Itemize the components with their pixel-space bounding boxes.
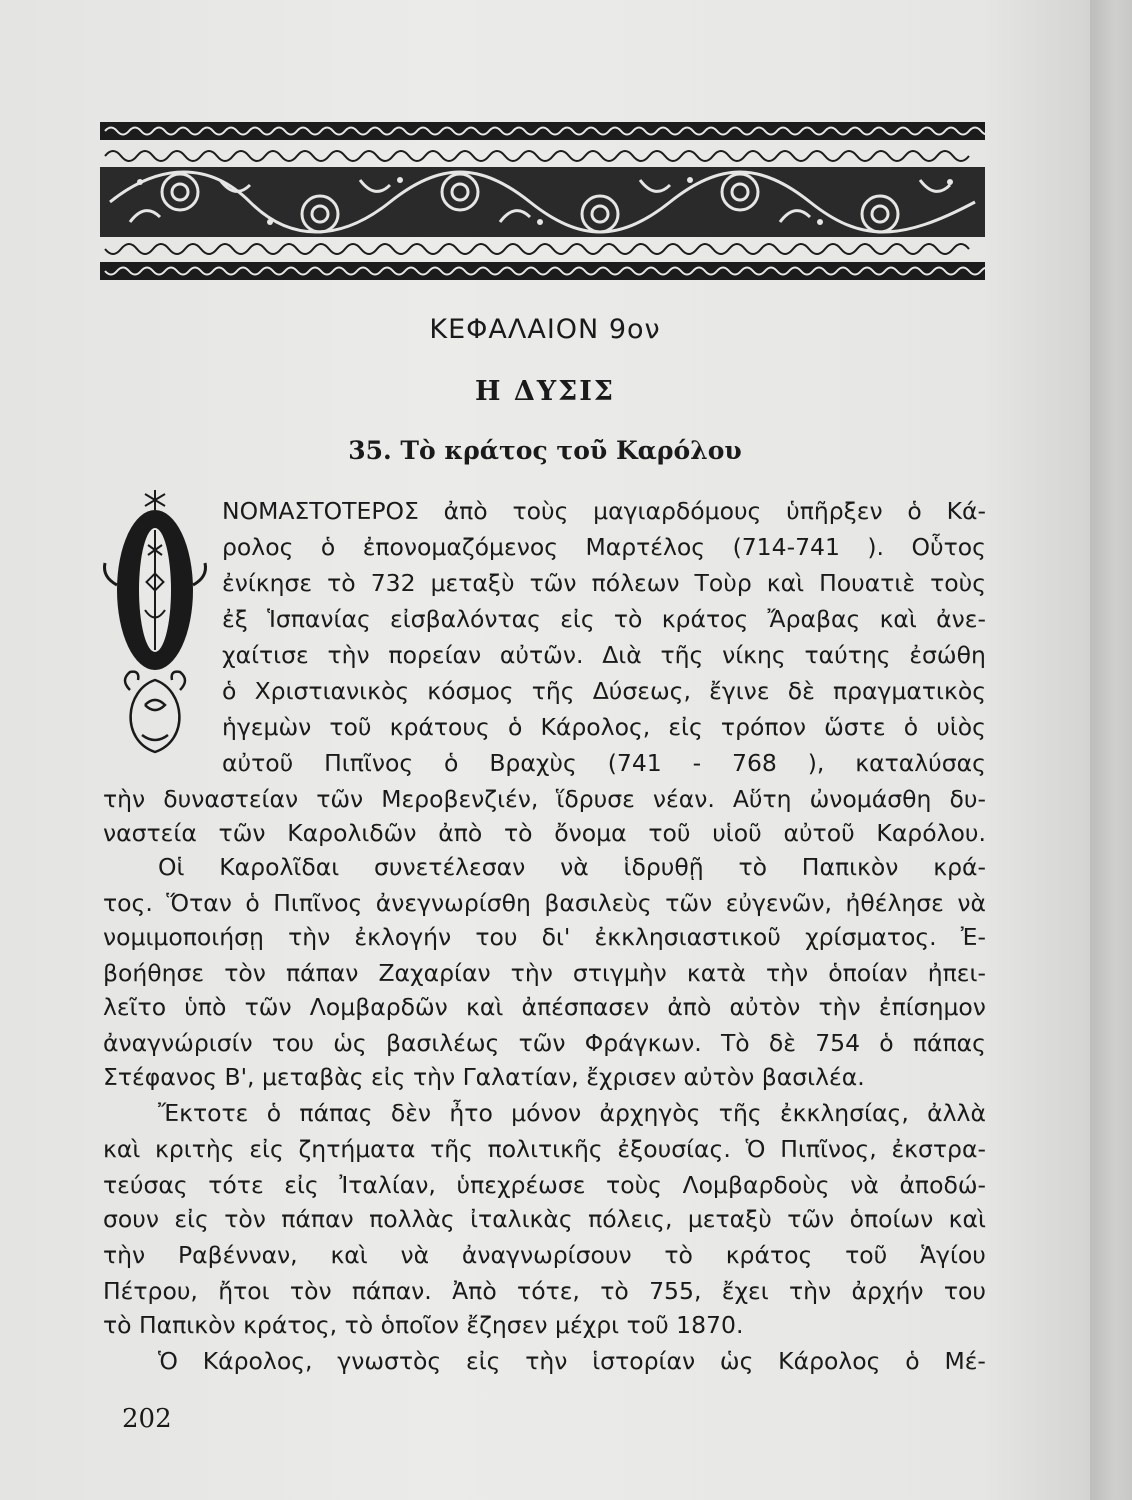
chapter-heading: ΚΕΦΑΛΑΙΟΝ 9ον xyxy=(429,314,661,345)
part-title: Η ΔΥΣΙΣ xyxy=(475,376,615,407)
text-line: ναστεία τῶν Καρολιδῶν ἀπὸ τὸ ὄνομα τοῦ υἱοῦ αὐτοῦ Καρόλου. xyxy=(103,819,986,847)
text-line: τὸ Παπικὸν κράτος, τὸ ὁποῖον ἔζησεν μέχρι τοῦ 1870. xyxy=(103,1311,744,1339)
text-line: τεύσας τότε εἰς Ἰταλίαν, ὑπεχρέωσε τοὺς Λομβαρδοὺς νὰ ἀποδώ- xyxy=(103,1171,986,1199)
text-line: βοήθησε τὸν πάπαν Ζαχαρίαν τὴν στιγμὴν κατὰ τὴν ὁποίαν ἠπει- xyxy=(103,959,986,987)
text-line: ἐξ Ἱσπανίας εἰσβαλόντας εἰς τὸ κράτος Ἄραβας καὶ ἀνε- xyxy=(222,605,986,633)
text-line: τος. Ὅταν ὁ Πιπῖνος ἀνεγνωρίσθη βασιλεὺς τῶν εὐγενῶν, ἠθέλησε νὰ xyxy=(103,889,986,917)
text-line: ὁ Χριστιανικὸς κόσμος τῆς Δύσεως, ἔγινε δὲ πραγματικὸς xyxy=(222,677,986,705)
text-line: ΝΟΜΑΣΤΟΤΕΡΟΣ ἀπὸ τοὺς μαγιαρδόμους ὑπῆρξεν ὁ Κά- xyxy=(222,497,986,525)
ornamental-header-band xyxy=(100,122,985,287)
text-line: Πέτρου, ἤτοι τὸν πάπαν. Ἀπὸ τότε, τὸ 755, ἔχει τὴν ἀρχήν του xyxy=(103,1277,986,1305)
text-line: Ἔκτοτε ὁ πάπας δὲν ἦτο μόνον ἀρχηγὸς τῆς ἐκκλησίας, ἀλλὰ xyxy=(158,1099,986,1127)
section-title: 35. Τὸ κράτος τοῦ Καρόλου xyxy=(348,436,742,465)
text-line: Ὁ Κάρολος, γνωστὸς εἰς τὴν ἱστορίαν ὡς Κάρολος ὁ Μέ- xyxy=(158,1347,986,1375)
text-line: λεῖτο ὑπὸ τῶν Λομβαρδῶν καὶ ἀπέσπασεν ἀπὸ αὐτὸν τὴν ἐπίσημον xyxy=(103,993,986,1021)
text-line: ρολος ὁ ἐπονομαζόμενος Μαρτέλος (714-741 ). Οὗτος xyxy=(222,533,986,561)
text-line: τὴν δυναστείαν τῶν Μεροβενζιέν, ἵδρυσε νέαν. Αὕτη ὠνομάσθη δυ- xyxy=(103,785,986,813)
text-line: Οἱ Καρολῖδαι συνετέλεσαν νὰ ἱδρυθῇ τὸ Παπικὸν κρά- xyxy=(158,853,986,881)
text-line: σουν εἰς τὸν πάπαν πολλὰς ἰταλικὰς πόλεις, μεταξὺ τῶν ὁποίων καὶ xyxy=(103,1205,986,1233)
text-line: καὶ κριτὴς εἰς ζητήματα τῆς πολιτικῆς ἐξουσίας. Ὁ Πιπῖνος, ἐκστρα- xyxy=(103,1135,986,1163)
text-line: Στέφανος Β', μεταβὰς εἰς τὴν Γαλατίαν, ἔχρισεν αὐτὸν βασιλέα. xyxy=(103,1063,865,1091)
text-line: ἡγεμὼν τοῦ κράτους ὁ Κάρολος, εἰς τρόπον ὥστε ὁ υἱὸς xyxy=(222,713,986,741)
text-line: ἐνίκησε τὸ 732 μεταξὺ τῶν πόλεων Τοὺρ καὶ Πουατιὲ τοὺς xyxy=(222,569,986,597)
page-number: 202 xyxy=(122,1404,172,1434)
decorated-initial xyxy=(100,490,210,760)
text-line: νομιμοποιήσῃ τὴν ἐκλογήν του δι' ἐκκλησιαστικοῦ χρίσματος. Ἐ- xyxy=(103,923,986,951)
text-line: αὐτοῦ Πιπῖνος ὁ Βραχὺς (741 - 768 ), καταλύσας xyxy=(222,749,986,777)
text-line: τὴν Ραβένναν, καὶ νὰ ἀναγνωρίσουν τὸ κράτος τοῦ Ἁγίου xyxy=(103,1241,986,1269)
text-line: ἀναγνώρισίν του ὡς βασιλέως τῶν Φράγκων. Τὸ δὲ 754 ὁ πάπας xyxy=(103,1029,986,1057)
page-gutter xyxy=(1090,0,1132,1500)
text-line: χαίτισε τὴν πορείαν αὐτῶν. Διὰ τῆς νίκης ταύτης ἐσώθη xyxy=(222,641,986,669)
